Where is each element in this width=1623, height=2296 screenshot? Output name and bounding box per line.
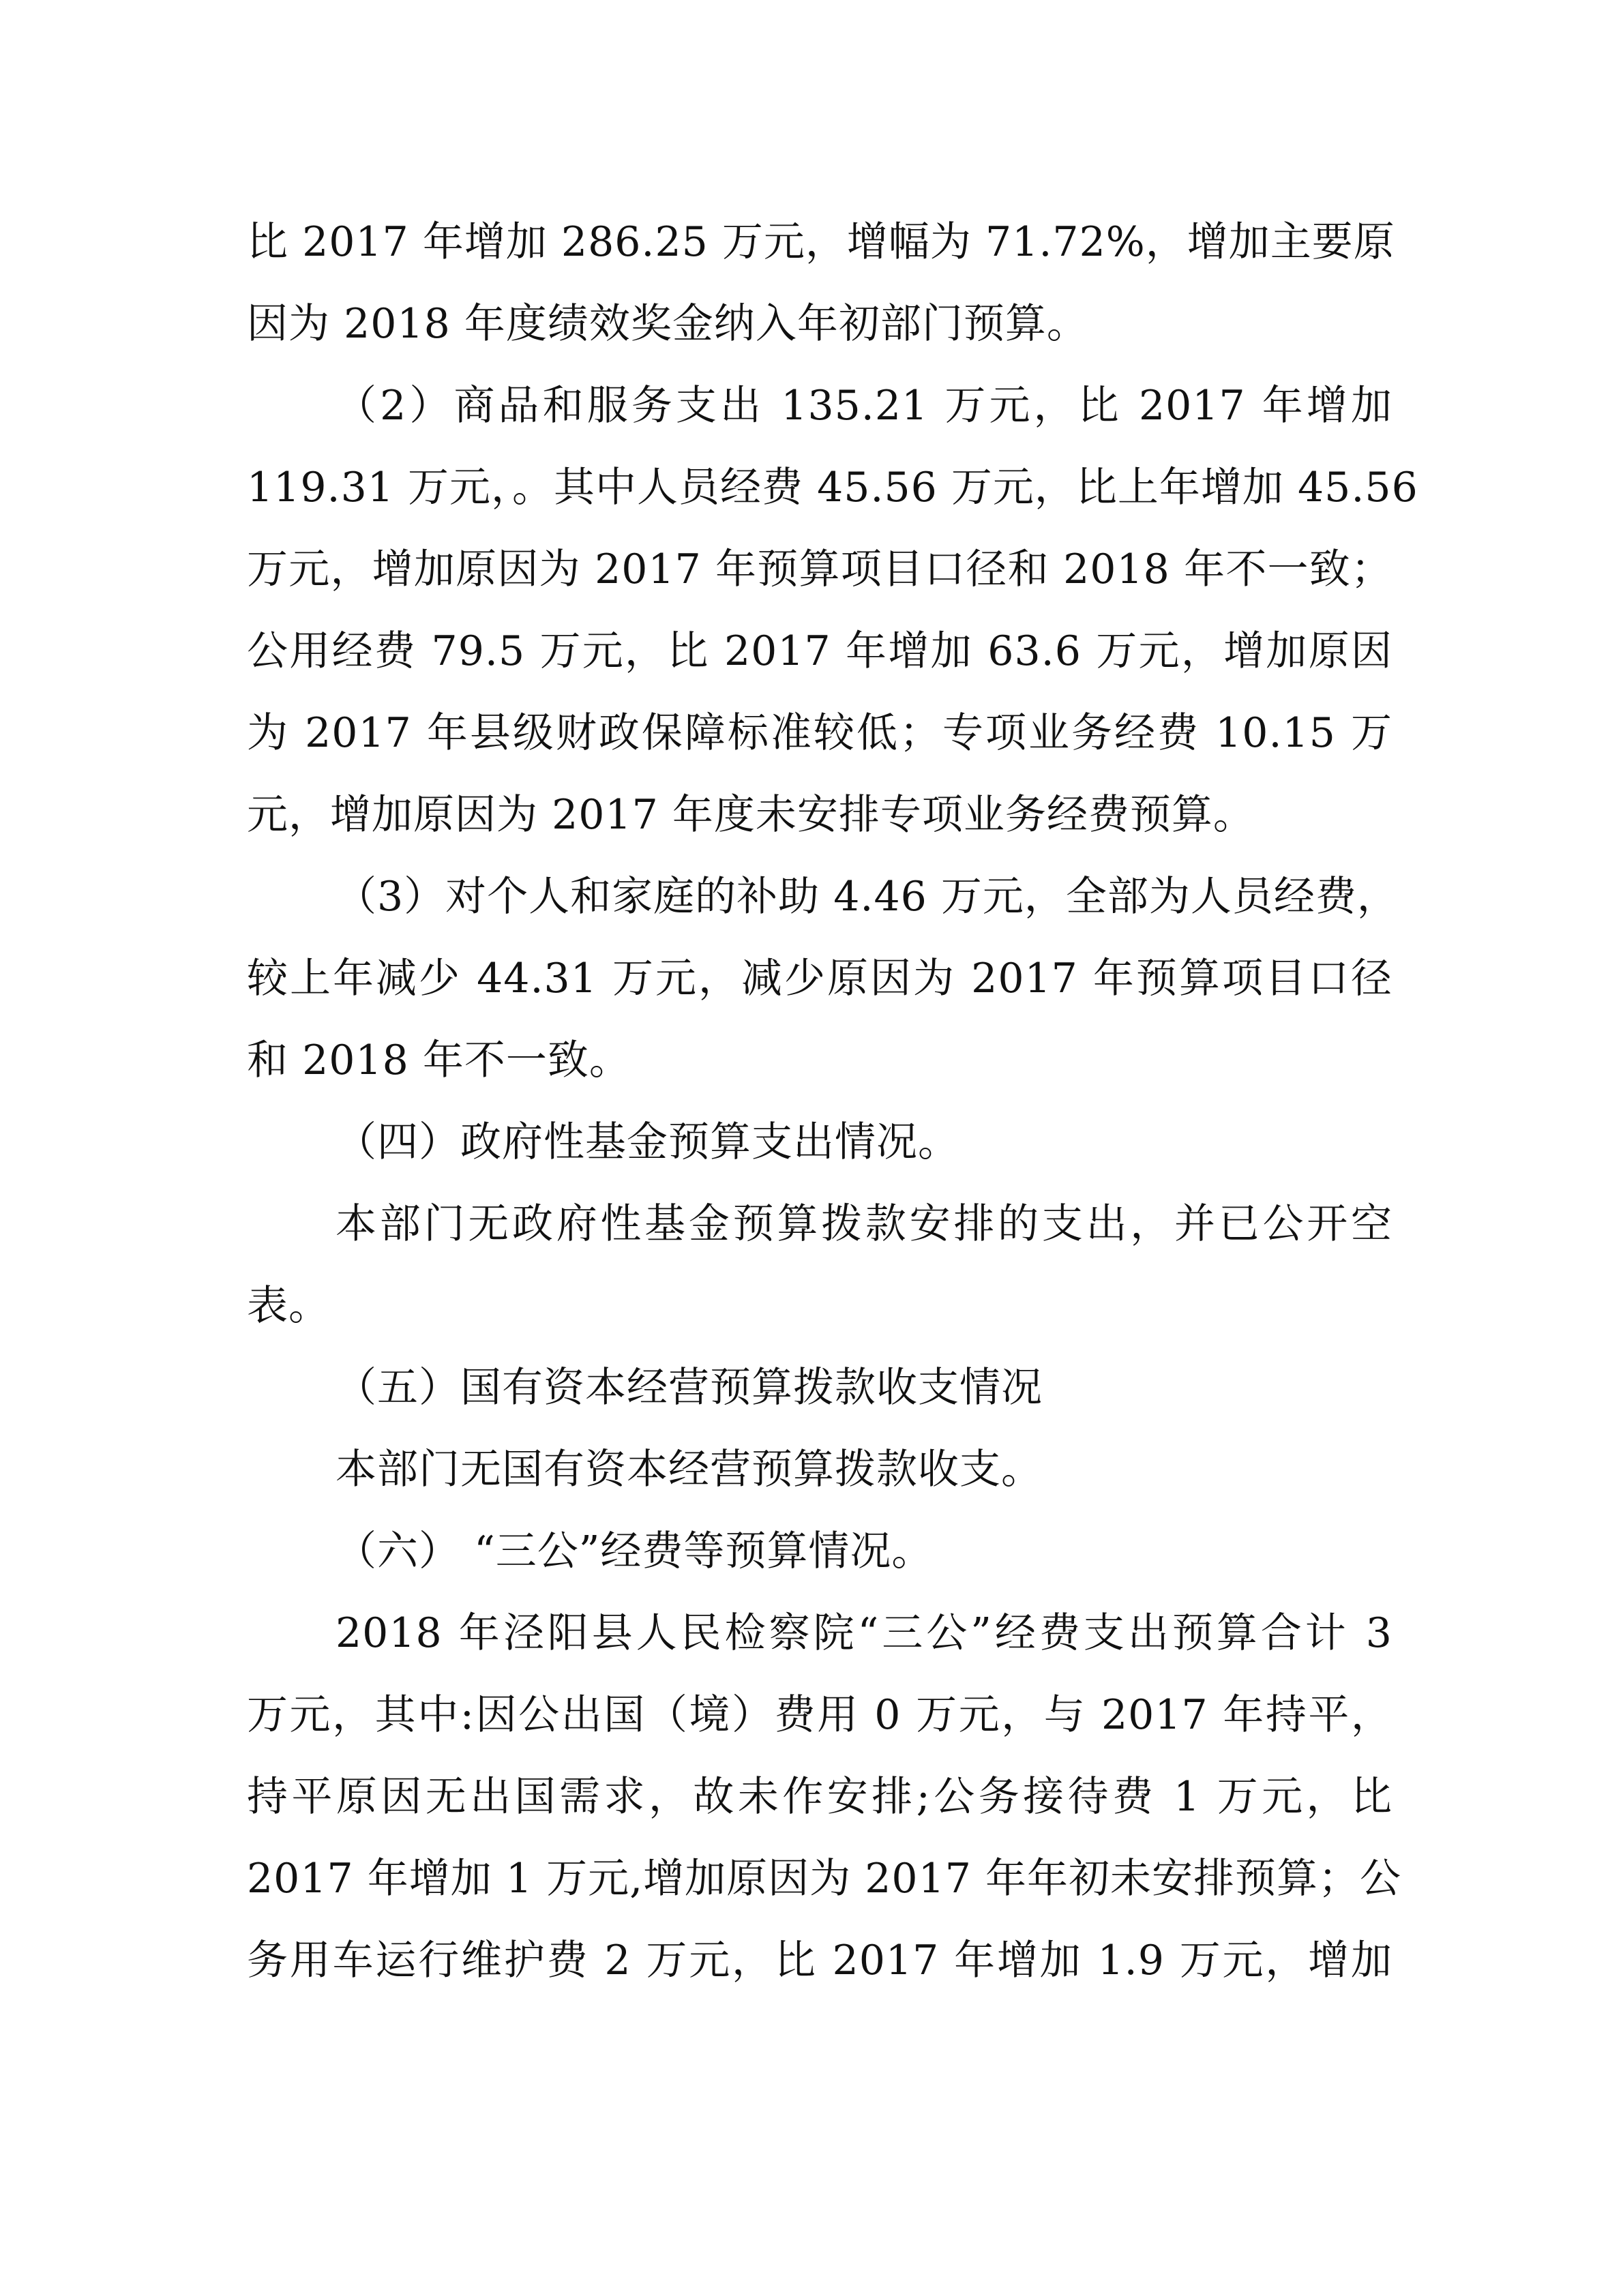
- paragraph-heading: （2）商品和服务支出 135.21 万元，比 2017 年增加: [336, 382, 1393, 430]
- paragraph-heading: （3）对个人和家庭的补助 4.46 万元，全部为人员经费，: [336, 873, 1399, 921]
- text-line: 本部门无国有资本经营预算拨款收支。: [336, 1446, 1043, 1493]
- text-line: 元，增加原因为 2017 年度未安排专项业务经费预算。: [247, 791, 1255, 839]
- text-line: 持平原因无出国需求，故未作安排;公务接待费 1 万元，比: [247, 1773, 1393, 1821]
- text-line: 较上年减少 44.31 万元，减少原因为 2017 年预算项目口径: [247, 955, 1393, 1002]
- text-line: 万元，其中:因公出国（境）费用 0 万元，与 2017 年持平，: [247, 1691, 1393, 1739]
- text-line: 因为 2018 年度绩效奖金纳入年初部门预算。: [247, 300, 1088, 348]
- section-heading: （五）国有资本经营预算拨款收支情况: [336, 1364, 1043, 1412]
- text-line: 表。: [247, 1282, 330, 1330]
- text-line: 万元，增加原因为 2017 年预算项目口径和 2018 年不一致；: [247, 546, 1393, 593]
- text-line: 和 2018 年不一致。: [247, 1037, 631, 1084]
- text-line: 公用经费 79.5 万元，比 2017 年增加 63.6 万元，增加原因: [247, 627, 1393, 675]
- text-line: 为 2017 年县级财政保障标准较低；专项业务经费 10.15 万: [247, 709, 1393, 757]
- text-line: 2017 年增加 1 万元,增加原因为 2017 年年初未安排预算；公: [247, 1855, 1401, 1903]
- text-line: 务用车运行维护费 2 万元，比 2017 年增加 1.9 万元，增加: [247, 1937, 1393, 1984]
- section-heading: （六） “三公”经费等预算情况。: [336, 1527, 934, 1575]
- section-heading: （四）政府性基金预算支出情况。: [336, 1118, 959, 1166]
- text-line: 2018 年泾阳县人民检察院“三公”经费支出预算合计 3: [336, 1609, 1393, 1657]
- text-line: 119.31 万元，。其中人员经费 45.56 万元，比上年增加 45.56: [247, 464, 1418, 511]
- text-line: 比 2017 年增加 286.25 万元，增幅为 71.72%，增加主要原: [247, 218, 1395, 266]
- text-line: 本部门无政府性基金预算拨款安排的支出，并已公开空: [336, 1200, 1393, 1248]
